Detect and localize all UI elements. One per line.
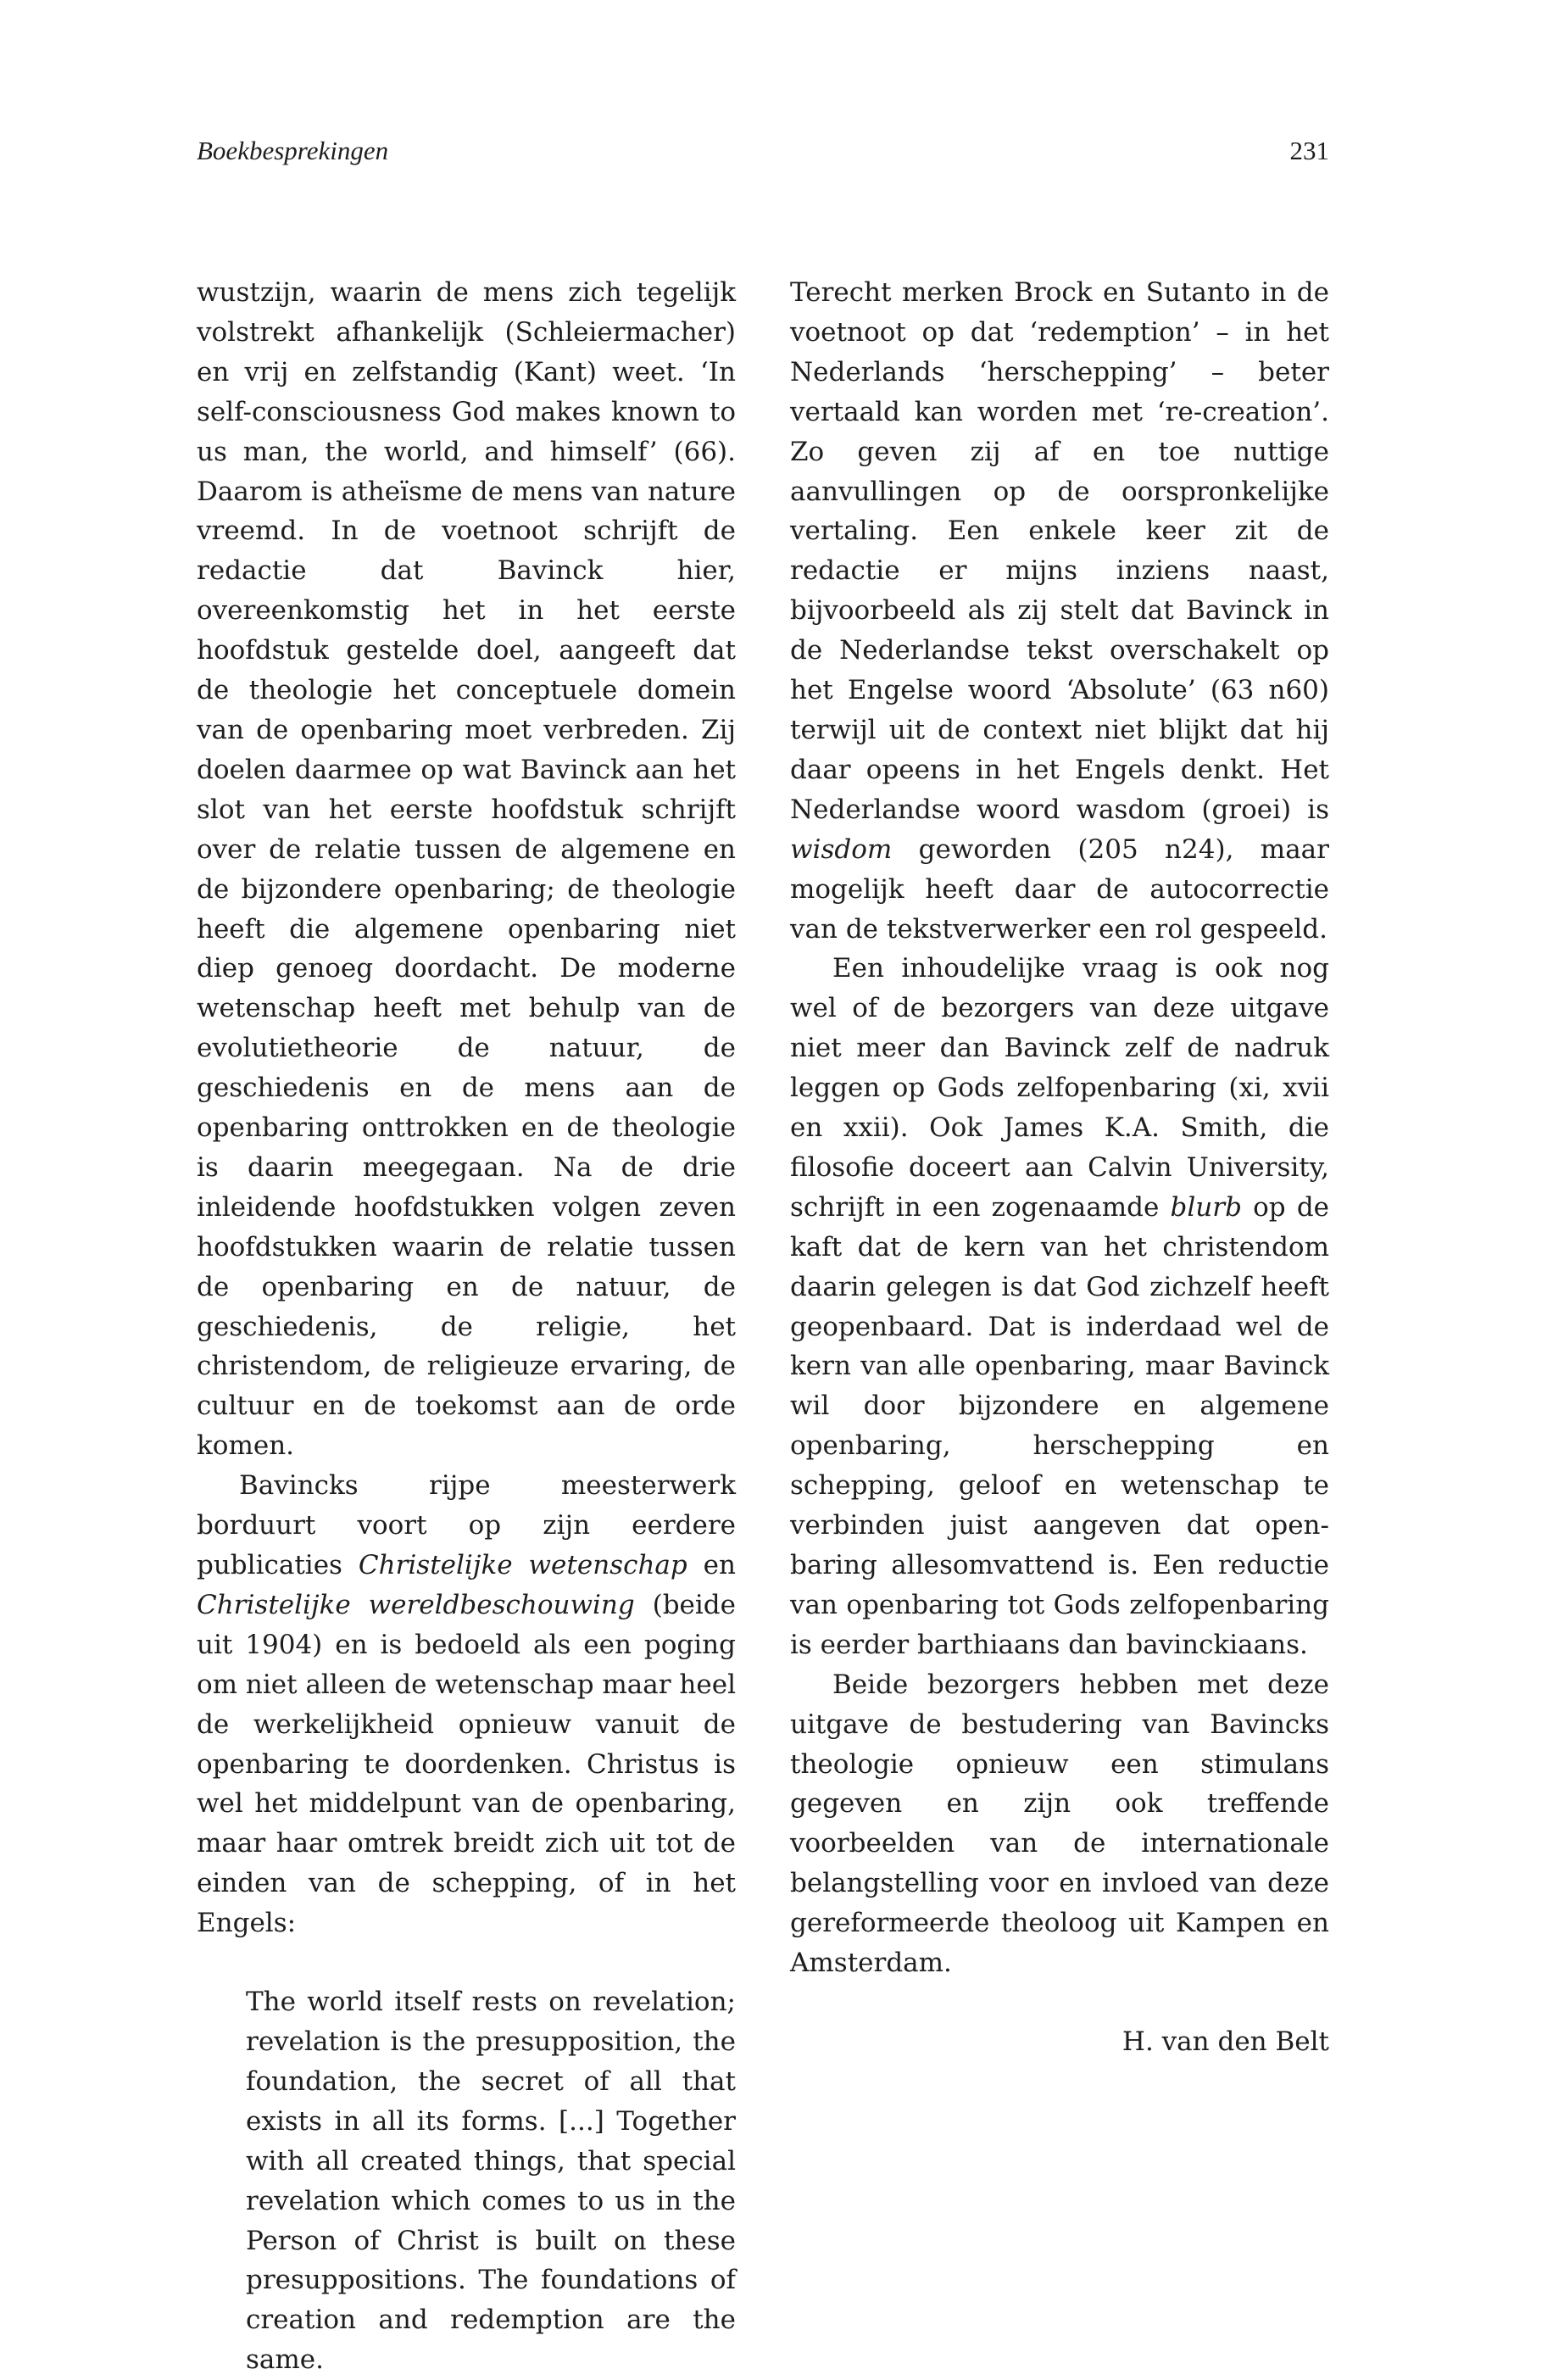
page-number: 231 [1289, 136, 1329, 165]
paragraph [790, 273, 1329, 949]
paragraph [790, 949, 1329, 1664]
text-run: en [687, 1550, 736, 1580]
book-title: Christelijke wereldbeschouwing [197, 1589, 635, 1620]
paragraph [197, 1466, 736, 1943]
left-column [197, 273, 736, 2380]
book-title: Christelijke wetenschap [358, 1550, 687, 1580]
emphasis: blurb [1170, 1191, 1242, 1223]
text-run: (beide uit 1904) en is bedoeld als een poging om niet alleen de wetenschap maar heel de werkelijkheid opnieuw vanuit de openbaring te doordenken. Christus is wel het middelpunt van de openbaring, maar haar omtrek breidt zich uit tot de einden van de schepping, of in het Engels: [197, 1589, 736, 1939]
emphasis: wisdom [790, 833, 893, 865]
paragraph: Beide bezorgers hebben met deze uitgave de bestudering van Bavincks theologie opnieuw een stimulans gegeven en zijn ook treffende voorbeelden van de internationale belangstelling voor en invloed van deze gereformeerde theoloog uit Kampen en Amsterdam. [790, 1669, 1329, 1979]
text-run: Terecht merken Brock en Sutanto in de voetnoot op dat ‘redemption’ – in het Nederlands ‘herschepping’ – beter vertaald kan worden met ‘re-creation’. Zo geven zij af en toe nuttige aanvullingen op de oorspronkelijke vertaling. Een enkele keer zit de redactie er mijns inziens naast, bijvoorbeeld als zij stelt dat Bavinck in de Nederlandse tekst overschakelt op het Engelse woord ‘Absolute’ (63 n60) terwijl uit de context niet blijkt dat hij daar opeens in het Engels denkt. Het Nederlandse woord wasdom (groei) is [790, 277, 1329, 825]
right-column [790, 273, 1329, 2062]
text-run: op de kaft dat de kern van het christendom daarin gelegen is dat God zichzelf heeft geopenbaard. Dat is inderdaad wel de kern van alle openbaring, maar Bavinck wil door bijzondere en algemene openbaring, herschepping en schepping, geloof en wetenschap te verbinden juist aangeven dat openbaring allesomvattend is. Een reductie van openbaring tot Gods zelfopenbaring is eerder barthiaans dan bavinckiaans. [790, 1191, 1330, 1660]
text-run: Bavincks rijpe meesterwerk borduurt voort op zijn eerdere publicaties [197, 1470, 736, 1580]
running-head: Boekbesprekingen [197, 136, 389, 165]
paragraph: wustzijn, waarin de mens zich tegelijk volstrekt afhankelijk (Schleiermacher) en vrij en zelfstandig (Kant) weet. ‘In self-consciousness God makes known to us man, the world, and himself’ (66). Daarom is atheïsme de mens van nature vreemd. In de voetnoot schrijft de redactie dat Bavinck hier, overeenkomstig het in het eerste hoofdstuk gestelde doel, aangeeft dat de theologie het conceptuele domein van de openbaring moet verbreden. Zij doelen daarmee op wat Bavinck aan het slot van het eerste hoofdstuk schrijft over de relatie tussen de algemene en de bijzondere openbaring; de theologie heeft die algemene openbaring niet diep genoeg doordacht. De moderne wetenschap heeft met behulp van de evolutietheorie de natuur, de geschiedenis en de mens aan de openbaring onttrokken en de theologie is daarin meegegaan. Na de drie inleidende hoofdstukken volgen zeven hoofdstukken waarin de relatie tussen de openbaring en de natuur, de geschiedenis, de religie, het christendom, de religieuze ervaring, de cultuur en de toekomst aan de orde komen. [197, 277, 736, 1462]
block-quote: The world itself rests on revelation; revelation is the presupposition, the foundation, the secret of all that exists in all its forms. [...] Together with all created things, that special revelation which comes to us in the Person of Christ is built on these presuppositions. The foundations of creation and redemption are the same. [246, 1987, 736, 2376]
author-signature: H. van den Belt [1122, 2026, 1329, 2057]
text-run: geworden (205 n24), maar mogelijk heeft daar de autocorrectie van de tekstverwerker een rol gespeeld. [790, 833, 1329, 945]
text-run: Een inhoudelijke vraag is ook nog wel of de bezorgers van deze uitgave niet meer dan Bavinck zelf de nadruk leggen op Gods zelfopenbaring (xi, xvii en xxii). Ook James K.A. Smith, die filosofie doceert aan Calvin University, schrijft in een zogenaamde [790, 953, 1329, 1223]
